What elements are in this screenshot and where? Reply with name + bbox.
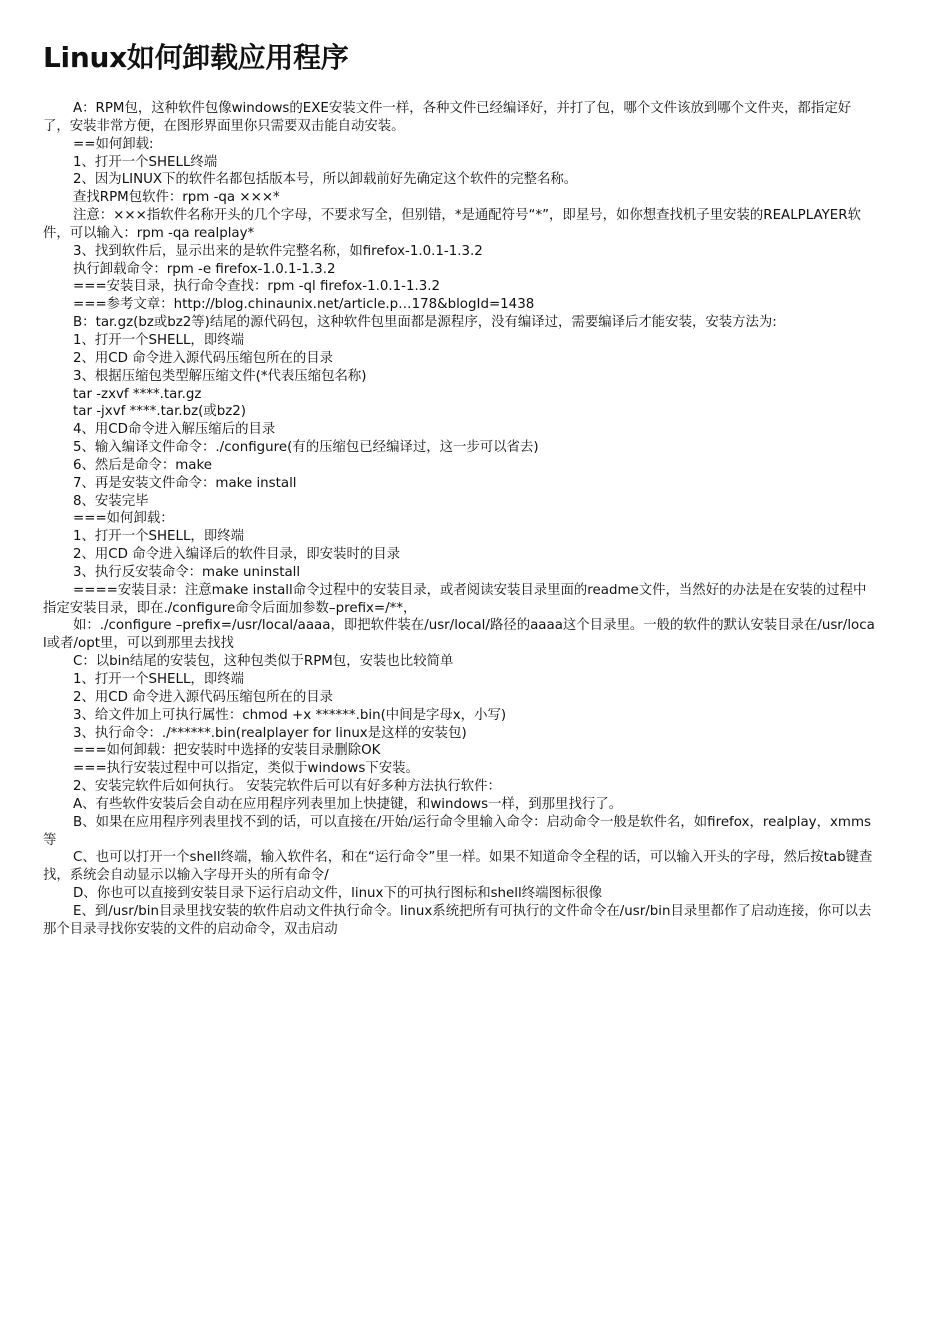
paragraph: 注意：×××指软件名称开头的几个字母，不要求写全，但别错，*是通配符号“*”，即星号，如你想查找机子里安装的REALPLAYER软件，可以输入：rpm -qa realplay* xyxy=(43,208,861,241)
paragraph: C、也可以打开一个shell终端，输入软件名，和在“运行命令”里一样。如果不知道命令全程的话，可以输入开头的字母，然后按tab键查找，系统会自动显示以输入字母开头的所有命令/ xyxy=(43,850,873,884)
paragraph: ===如何卸载： xyxy=(73,511,174,527)
paragraph: A：RPM包，这种软件包像windows的EXE安装文件一样，各种文件已经编译好，并打了包，哪个文件该放到哪个文件夹，都指定好了，安装非常方便，在图形界面里你只需要双击能自动安装。 xyxy=(43,101,852,134)
document-page xyxy=(43,38,875,939)
paragraph: 2、安装完软件后如何执行。 安装完软件后可以有好多种方法执行软件： xyxy=(73,779,501,795)
paragraph: 1、打开一个SHELL，即终端 xyxy=(73,672,244,687)
paragraph: B、如果在应用程序列表里找不到的话，可以直接在/开始/运行命令里输入命令：启动命令一般是软件名，如firefox，realplay，xmms等 xyxy=(43,814,871,848)
paragraph: 4、用CD命令进入解压缩后的目录 xyxy=(73,422,276,438)
paragraph: 8、安装完毕 xyxy=(73,493,149,509)
paragraph: 2、用CD 命令进入编译后的软件目录，即安装时的目录 xyxy=(73,547,401,563)
paragraph: 1、打开一个SHELL，即终端 xyxy=(73,332,244,348)
paragraph: 3、执行命令：./******.bin(realplayer for linux是这样的安装包) xyxy=(73,725,467,741)
paragraph: E、到/usr/bin目录里找安装的软件启动文件执行命令。linux系统把所有可执行的文件命令在/usr/bin目录里都作了启动连接，你可以去那个目录寻找你安装的文件的启动命令，双击启动 xyxy=(43,903,872,937)
article-body xyxy=(43,100,875,939)
paragraph: C：以bin结尾的安装包，这种包类似于RPM包，安装也比较简单 xyxy=(73,654,454,670)
paragraph: 1、打开一个SHELL，即终端 xyxy=(73,529,244,545)
paragraph: 2、用CD 命令进入源代码压缩包所在的目录 xyxy=(73,350,334,366)
paragraph: 3、根据压缩包类型解压缩文件(*代表压缩包名称) xyxy=(73,368,367,384)
page-title: Linux如何卸载应用程序 xyxy=(43,41,349,74)
paragraph: 1、打开一个SHELL终端 xyxy=(73,154,218,170)
paragraph: 5、输入编译文件命令：./configure(有的压缩包已经编译过，这一步可以省去) xyxy=(73,440,539,456)
paragraph: 3、执行反安装命令：make uninstall xyxy=(73,564,301,580)
paragraph: D、你也可以直接到安装目录下运行启动文件，linux下的可执行图标和shell终端图标很像 xyxy=(73,886,603,902)
paragraph: 查找RPM包软件：rpm -qa ×××* xyxy=(73,190,280,206)
paragraph: ===参考文章：http://blog.chinaunix.net/article.p…178&blogId=1438 xyxy=(73,297,535,313)
paragraph: 3、找到软件后，显示出来的是软件完整名称，如firefox-1.0.1-1.3.2 xyxy=(73,243,483,259)
paragraph: B：tar.gz(bz或bz2等)结尾的源代码包，这种软件包里面都是源程序，没有编译过，需要编译后才能安装，安装方法为: xyxy=(73,315,777,331)
paragraph: 6、然后是命令：make xyxy=(73,457,213,473)
paragraph: 执行卸载命令：rpm -e firefox-1.0.1-1.3.2 xyxy=(73,261,336,277)
paragraph: ===安装目录，执行命令查找：rpm -ql firefox-1.0.1-1.3.2 xyxy=(73,279,441,295)
paragraph: 3、给文件加上可执行属性：chmod +x ******.bin(中间是字母x，小写) xyxy=(73,707,507,723)
paragraph: ===执行安装过程中可以指定，类似于windows下安装。 xyxy=(73,761,419,777)
paragraph: 如：./configure –prefix=/usr/local/aaaa，即把软件装在/usr/local/路径的aaaa这个目录里。一般的软件的默认安装目录在/usr/local或者/opt里，可以到那里去找找 xyxy=(43,618,875,652)
paragraph: tar -jxvf ****.tar.bz(或bz2) xyxy=(73,404,247,420)
paragraph: ====安装目录：注意make install命令过程中的安装目录，或者阅读安装目录里面的readme文件，当然好的办法是在安装的过程中指定安装目录，即在./configure命令后面加参数–prefix=/**， xyxy=(43,582,867,616)
paragraph: ==如何卸载: xyxy=(73,136,154,152)
paragraph: A、有些软件安装后会自动在应用程序列表里加上快捷键，和windows一样，到那里找行了。 xyxy=(73,796,622,812)
paragraph: 7、再是安装文件命令：make install xyxy=(73,475,297,491)
paragraph: tar -zxvf ****.tar.gz xyxy=(73,386,202,402)
paragraph: 2、用CD 命令进入源代码压缩包所在的目录 xyxy=(73,689,334,705)
paragraph: 2、因为LINUX下的软件名都包括版本号，所以卸载前好先确定这个软件的完整名称。 xyxy=(73,172,578,188)
paragraph: ===如何卸载：把安装时中选择的安装目录删除OK xyxy=(73,743,381,759)
